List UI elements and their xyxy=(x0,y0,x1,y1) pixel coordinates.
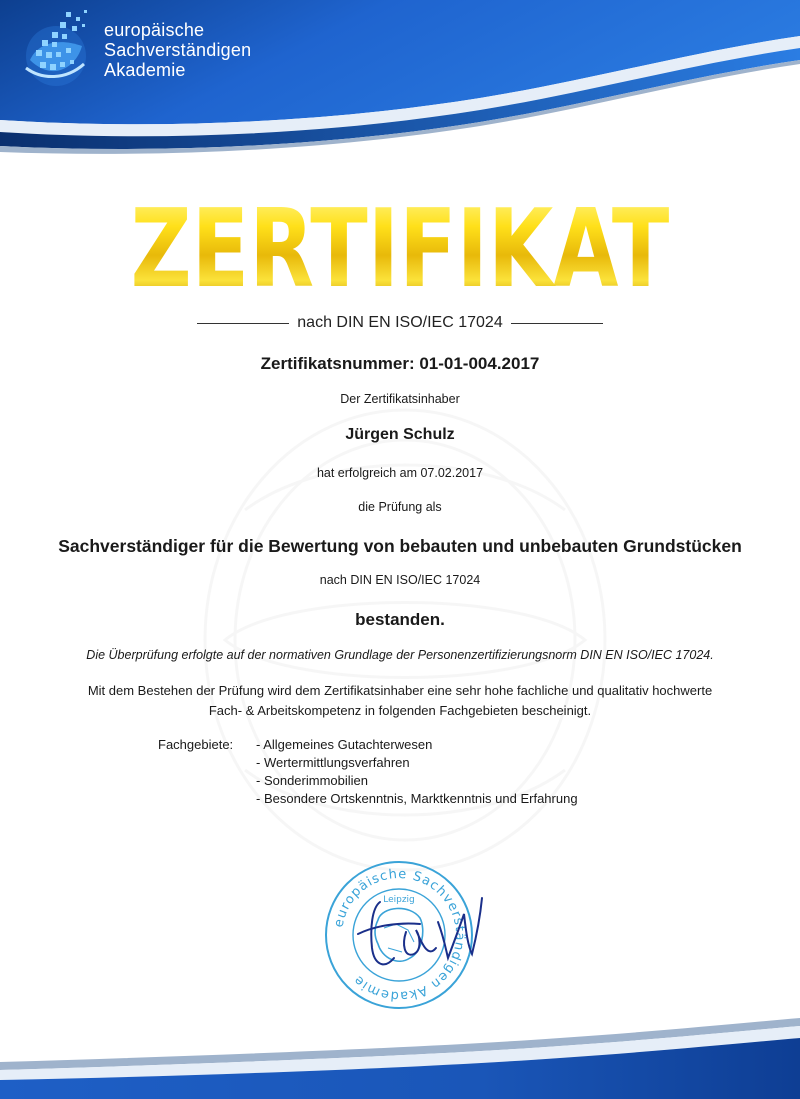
org-name-line: Sachverständigen xyxy=(104,40,252,60)
fields-list xyxy=(256,736,578,808)
certificate-number: Zertifikatsnummer: 01-01-004.2017 xyxy=(260,354,540,373)
signature xyxy=(350,888,485,978)
certificate-title: ZERTIFIKAT xyxy=(88,196,712,304)
svg-text:europäische Sachverständigen A: europäische Sachverständigen Akademie xyxy=(331,866,468,1004)
fields-label: Fachgebiete: xyxy=(158,737,234,752)
field-item: - Besondere Ortskenntnis, Marktkenntnis und Erfahrung xyxy=(256,791,578,806)
competence-line: Mit dem Bestehen der Prüfung wird dem Zertifikatsinhaber eine sehr hohe fachliche und qualitativ hochwerte xyxy=(87,683,713,698)
competence-statement xyxy=(0,681,800,721)
org-name-line: Akademie xyxy=(104,60,186,80)
subtitle-row xyxy=(0,314,800,332)
org-name-line: europäische xyxy=(104,20,205,40)
field-item: - Wertermittlungsverfahren xyxy=(256,755,410,770)
holder-label: Der Zertifikatsinhaber xyxy=(340,392,460,406)
academy-logo-icon xyxy=(22,8,102,92)
exam-date-line: hat erfolgreich am 07.02.2017 xyxy=(316,466,484,480)
review-note: Die Überprüfung erfolgte auf der normativen Grundlage der Personenzertifizierungsnorm DIN EN ISO/IEC 17024. xyxy=(86,648,714,662)
exam-as-line: die Prüfung als xyxy=(358,500,442,514)
field-item: - Sonderimmobilien xyxy=(256,773,368,788)
svg-text:Leipzig: Leipzig xyxy=(383,895,415,905)
divider-right xyxy=(511,323,603,324)
competence-line: Fach- & Arbeitskompetenz in folgenden Fachgebieten bescheinigt. xyxy=(208,703,592,718)
passed-label: bestanden. xyxy=(355,610,445,629)
norm-reference: nach DIN EN ISO/IEC 17024 xyxy=(319,573,481,587)
qualification-title: Sachverständiger für die Bewertung von bebauten und unbebauten Grundstücken xyxy=(58,536,742,556)
holder-name: Jürgen Schulz xyxy=(345,426,455,443)
certificate-subtitle: nach DIN EN ISO/IEC 17024 xyxy=(297,314,503,331)
footer-band xyxy=(0,1012,800,1099)
organization-name xyxy=(104,20,251,80)
background-ornament xyxy=(185,390,625,890)
field-item: - Allgemeines Gutachterwesen xyxy=(256,737,433,752)
divider-left xyxy=(197,323,289,324)
